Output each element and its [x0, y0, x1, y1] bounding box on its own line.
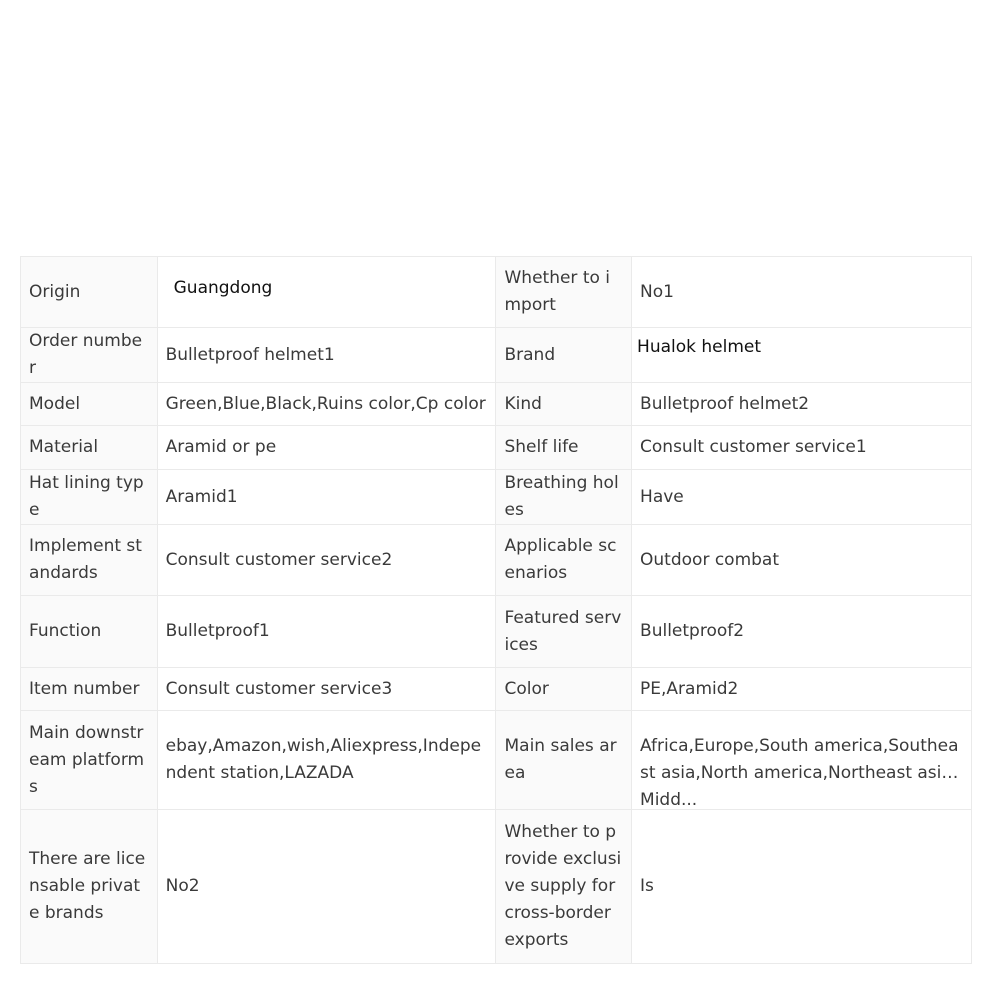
spec-label-order-number: Order number — [21, 328, 158, 383]
spec-value-item-number: Consult customer service3 — [157, 668, 496, 711]
product-spec-table — [20, 256, 972, 964]
spec-value-featured-services: Bulletproof2 — [632, 596, 972, 668]
spec-value-private-brands: No2 — [157, 810, 496, 964]
spec-value-platforms: ebay,Amazon,wish,Aliexpress,Independent station,LAZADA — [157, 711, 496, 810]
spec-value-kind: Bulletproof helmet2 — [632, 383, 972, 426]
spec-row-material — [21, 426, 972, 470]
spec-label-model: Model — [21, 383, 158, 426]
spec-row-platforms — [21, 711, 972, 810]
spec-label-breathing-holes: Breathing holes — [496, 470, 632, 525]
spec-row-order-number — [21, 328, 972, 383]
spec-value-scenarios: Outdoor combat — [632, 525, 972, 596]
spec-value-function: Bulletproof1 — [157, 596, 496, 668]
spec-value-sales-area: Africa,Europe,South america,Southeast asia,North america,Northeast asia,Midd... — [640, 736, 959, 810]
spec-value-sales-area-cell — [632, 711, 972, 810]
spec-label-import: Whether to import — [496, 257, 632, 328]
spec-value-standards: Consult customer service2 — [157, 525, 496, 596]
spec-row-standards — [21, 525, 972, 596]
spec-label-featured-services: Featured services — [496, 596, 632, 668]
spec-label-kind: Kind — [496, 383, 632, 426]
spec-value-exclusive-supply: Is — [632, 810, 972, 964]
spec-label-private-brands: There are licensable private brands — [21, 810, 158, 964]
spec-value-order-number: Bulletproof helmet1 — [157, 328, 496, 383]
spec-label-shelf-life: Shelf life — [496, 426, 632, 470]
spec-label-exclusive-supply: Whether to provide exclusive supply for cross-border exports — [496, 810, 632, 964]
spec-label-scenarios: Applicable scenarios — [496, 525, 632, 596]
spec-label-color: Color — [496, 668, 632, 711]
spec-row-hat-lining — [21, 470, 972, 525]
spec-row-private-brands — [21, 810, 972, 964]
spec-row-model — [21, 383, 972, 426]
spec-value-import: No1 — [632, 257, 972, 328]
spec-label-material: Material — [21, 426, 158, 470]
spec-label-function: Function — [21, 596, 158, 668]
spec-row-item-number — [21, 668, 972, 711]
spec-value-shelf-life: Consult customer service1 — [632, 426, 972, 470]
spec-label-sales-area: Main sales area — [496, 711, 632, 810]
spec-label-platforms: Main downstream platforms — [21, 711, 158, 810]
spec-row-function — [21, 596, 972, 668]
spec-label-standards: Implement standards — [21, 525, 158, 596]
spec-value-model: Green,Blue,Black,Ruins color,Cp color — [157, 383, 496, 426]
spec-row-origin — [21, 257, 972, 328]
spec-value-breathing-holes: Have — [632, 470, 972, 525]
spec-label-item-number: Item number — [21, 668, 158, 711]
spec-value-brand: Hualok helmet — [632, 328, 972, 383]
spec-value-origin: Guangdong — [157, 257, 496, 328]
spec-label-brand: Brand — [496, 328, 632, 383]
spec-label-hat-lining: Hat lining type — [21, 470, 158, 525]
spec-value-color: PE,Aramid2 — [632, 668, 972, 711]
spec-value-material: Aramid or pe — [157, 426, 496, 470]
spec-value-hat-lining: Aramid1 — [157, 470, 496, 525]
spec-label-origin: Origin — [21, 257, 158, 328]
